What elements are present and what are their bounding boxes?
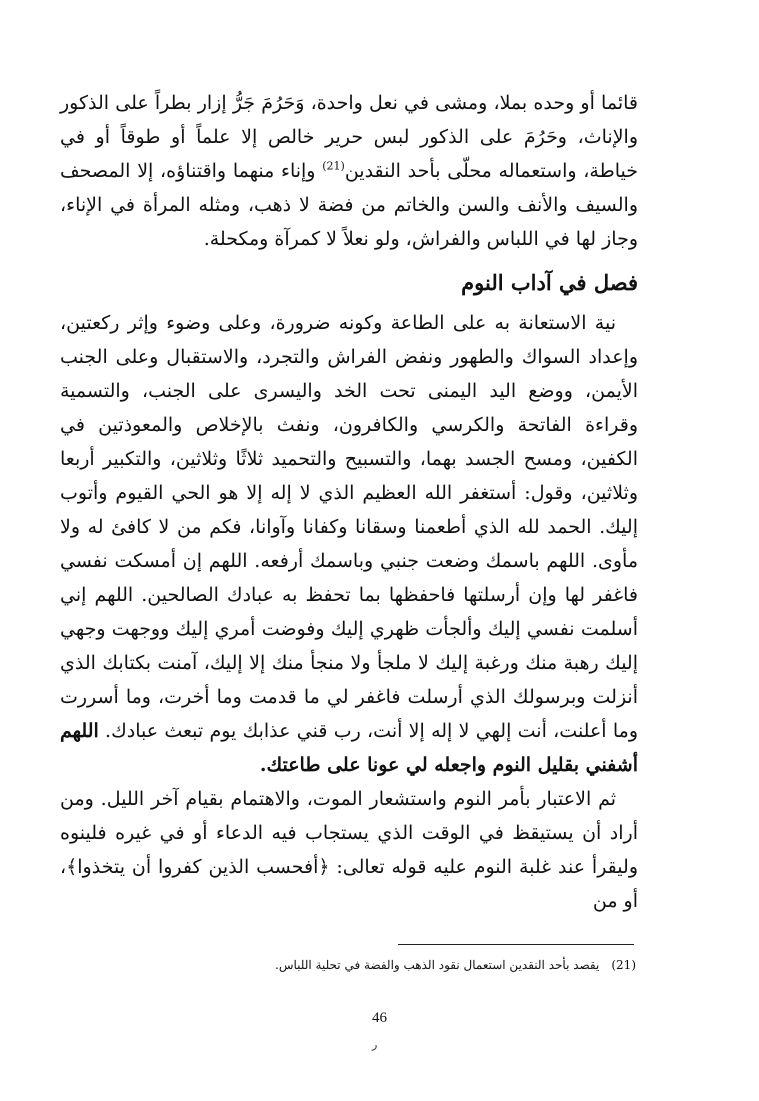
footnote-text: يقصد بأحد النقدين استعمال نقود الذهب والفضة في تحلية اللباس. (275, 958, 600, 972)
main-text-block (60, 86, 638, 918)
paragraph-text: وإناء منهما واقتناؤه، إلا المصحف والسيف والأنف والسن والخاتم من فضة لا ذهب، ومثله المرأة في الإناء، وجاز لها في اللباس والفراش، ولو نعلاً لا كمرآة ومكحلة. (60, 160, 638, 250)
paragraph-continuation (60, 86, 638, 256)
footnote (230, 956, 636, 974)
footnote-reference: (21) (322, 159, 345, 173)
footnote-divider (398, 944, 634, 945)
paragraph-reflection (60, 782, 638, 918)
page-number: 46 (372, 1010, 387, 1026)
section-heading: فصل في آداب النوم (461, 270, 638, 295)
stray-mark: ر (372, 1038, 378, 1051)
paragraph-text: ثم الاعتبار بأمر النوم واستشعار الموت، والاهتمام بقيام آخر الليل. ومن أراد أن يستيقظ في الوقت الذي يستجاب فيه الدعاء أو في غيره فلينوه وليقرأ عند غلبة النوم عليه قوله تعالى: ﴿أفحسب الذين كفروا أن يتخذوا﴾، أو من (60, 788, 638, 912)
paragraph-sleep-etiquette (60, 306, 638, 782)
footnote-number: (21) (611, 958, 636, 972)
paragraph-text: نية الاستعانة به على الطاعة وكونه ضرورة، وعلى وضوء وإثر ركعتين، وإعداد السواك والطهور ونفض الفراش والتجرد، والاستقبال وعلى الجنب الأيمن، ووضع اليد اليمنى تحت الخد واليسرى على الجنب، والتسمية وقراءة الفاتحة والكرسي والكافرون، ونفث بالإخلاص والمعوذتين في الكفين، ومسح الجسد بهما، والتسبيح والتحميد ثلاثًا وثلاثين، والتكبير أربعا وثلاثين، وقول: أستغفر الله العظيم الذي لا إله إلا هو الحي القيوم وأتوب إليك. الحمد لله الذي أطعمنا وسقانا وكفانا وآوانا، فكم من لا كافئ له ولا مأوى. اللهم باسمك وضعت جنبي وباسمك أرفعه. اللهم إن أمسكت نفسي فاغفر لها وإن أرسلتها فاحفظها بما تحفظ به عبادك الصالحين. اللهم إني أسلمت نفسي إليك وألجأت ظهري إليك وفوضت أمري إليك ووجهت وجهي إليك رهبة منك ورغبة إليك لا ملجأ ولا منجأ منك إلا إليك، آمنت بكتابك الذي أنزلت وبرسولك الذي أرسلت فاغفر لي ما قدمت وما أخرت، وما أسررت وما أعلنت، أنت إلهي لا إله إلا أنت، رب قني عذابك يوم تبعث عبادك. (60, 312, 638, 742)
paragraph-text: قائما أو وحده بملا، ومشى في نعل واحدة، وَحَرُمَ جَرُّ إزار بطراً على الذكور والإناث، وحَرُمَ على الذكور لبس حرير خالص إلا علماً أو طوقاً أو في خياطة، واستعماله محلّى بأحد النقدين (60, 92, 638, 182)
bold-supplication: اللهم أشفني بقليل النوم واجعله لي عونا على طاعتك. (60, 720, 638, 776)
